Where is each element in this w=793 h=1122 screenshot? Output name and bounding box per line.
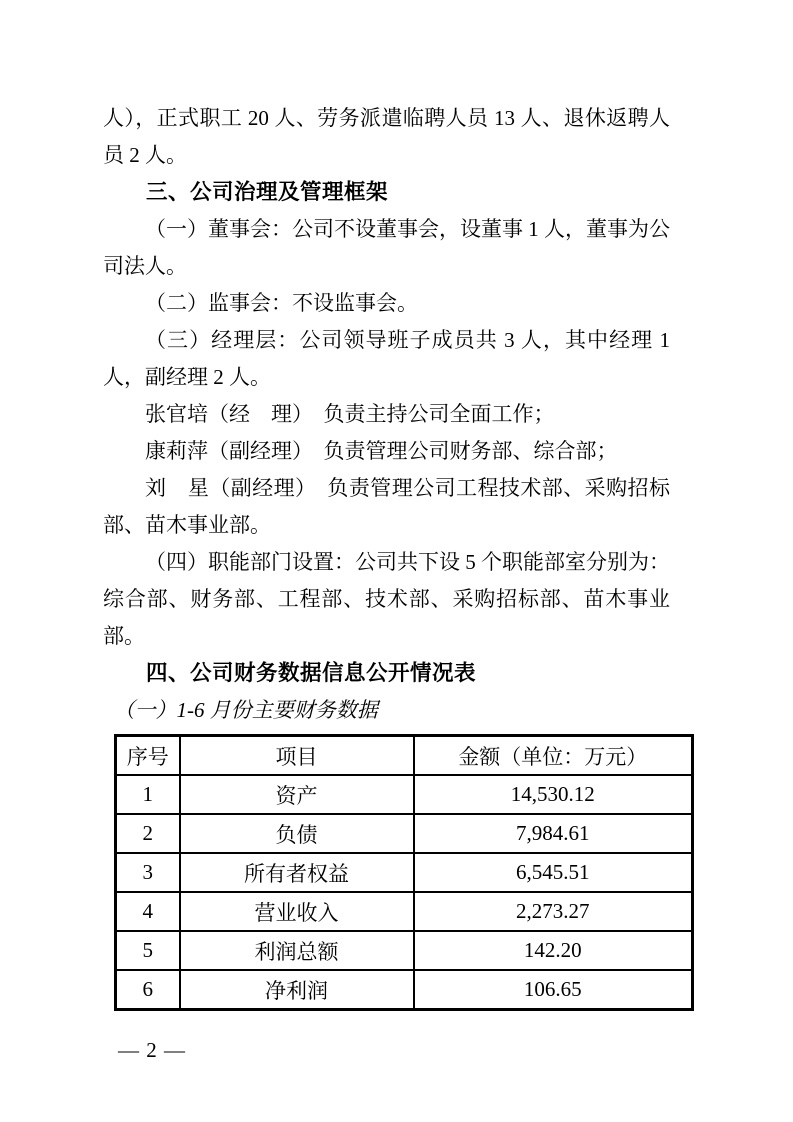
amount-cell: 14,530.12 [414, 775, 693, 814]
document-content [103, 100, 670, 1011]
finance-table [114, 734, 694, 1011]
table-row [116, 970, 693, 1010]
table-header-cell: 项目 [180, 736, 414, 776]
amount-cell: 2,273.27 [414, 892, 693, 931]
table-header-cell: 序号 [116, 736, 180, 776]
table-row [116, 814, 693, 853]
body-paragraph: 康莉萍（副经理） 负责管理公司财务部、综合部； [145, 439, 618, 463]
section-heading: 四、公司财务数据信息公开情况表 [146, 661, 477, 685]
item-cell: 所有者权益 [180, 853, 414, 892]
section-heading: 三、公司治理及管理框架 [146, 180, 389, 204]
body-paragraph: （一）董事会：公司不设董事会，设董事 1 人，董事为公司法人。 [103, 217, 670, 278]
row-number-cell: 1 [116, 775, 180, 814]
body-paragraph: （四）职能部门设置：公司共下设 5 个职能部室分别为：综合部、财务部、工程部、技术部、采购招标部、苗木事业部。 [103, 550, 670, 648]
row-number-cell: 5 [116, 931, 180, 970]
table-row [116, 931, 693, 970]
paragraph-container [103, 100, 670, 729]
table-header-cell: 金额（单位：万元） [414, 736, 693, 776]
body-paragraph: （三）经理层：公司领导班子成员共 3 人，其中经理 1 人，副经理 2 人。 [103, 328, 670, 389]
body-paragraph: （二）监事会：不设监事会。 [145, 291, 418, 315]
item-cell: 净利润 [180, 970, 414, 1010]
amount-cell: 7,984.61 [414, 814, 693, 853]
finance-table-body [116, 775, 693, 1010]
amount-cell: 142.20 [414, 931, 693, 970]
item-cell: 营业收入 [180, 892, 414, 931]
amount-cell: 106.65 [414, 970, 693, 1010]
amount-cell: 6,545.51 [414, 853, 693, 892]
table-row [116, 892, 693, 931]
subsection-heading: （一）1-6 月份主要财务数据 [113, 698, 378, 722]
body-paragraph: 张官培（经 理） 负责主持公司全面工作； [145, 402, 555, 426]
table-row [116, 853, 693, 892]
body-paragraph: 刘 星（副经理） 负责管理公司工程技术部、采购招标部、苗木事业部。 [103, 476, 670, 537]
item-cell: 负债 [180, 814, 414, 853]
body-paragraph: 人），正式职工 20 人、劳务派遣临聘人员 13 人、退休返聘人员 2 人。 [103, 106, 670, 167]
row-number-cell: 2 [116, 814, 180, 853]
item-cell: 利润总额 [180, 931, 414, 970]
table-row [116, 775, 693, 814]
table-header-row [116, 736, 693, 776]
finance-table-header [116, 736, 693, 776]
row-number-cell: 6 [116, 970, 180, 1010]
page-number: — 2 — [118, 1038, 186, 1062]
item-cell: 资产 [180, 775, 414, 814]
row-number-cell: 3 [116, 853, 180, 892]
row-number-cell: 4 [116, 892, 180, 931]
